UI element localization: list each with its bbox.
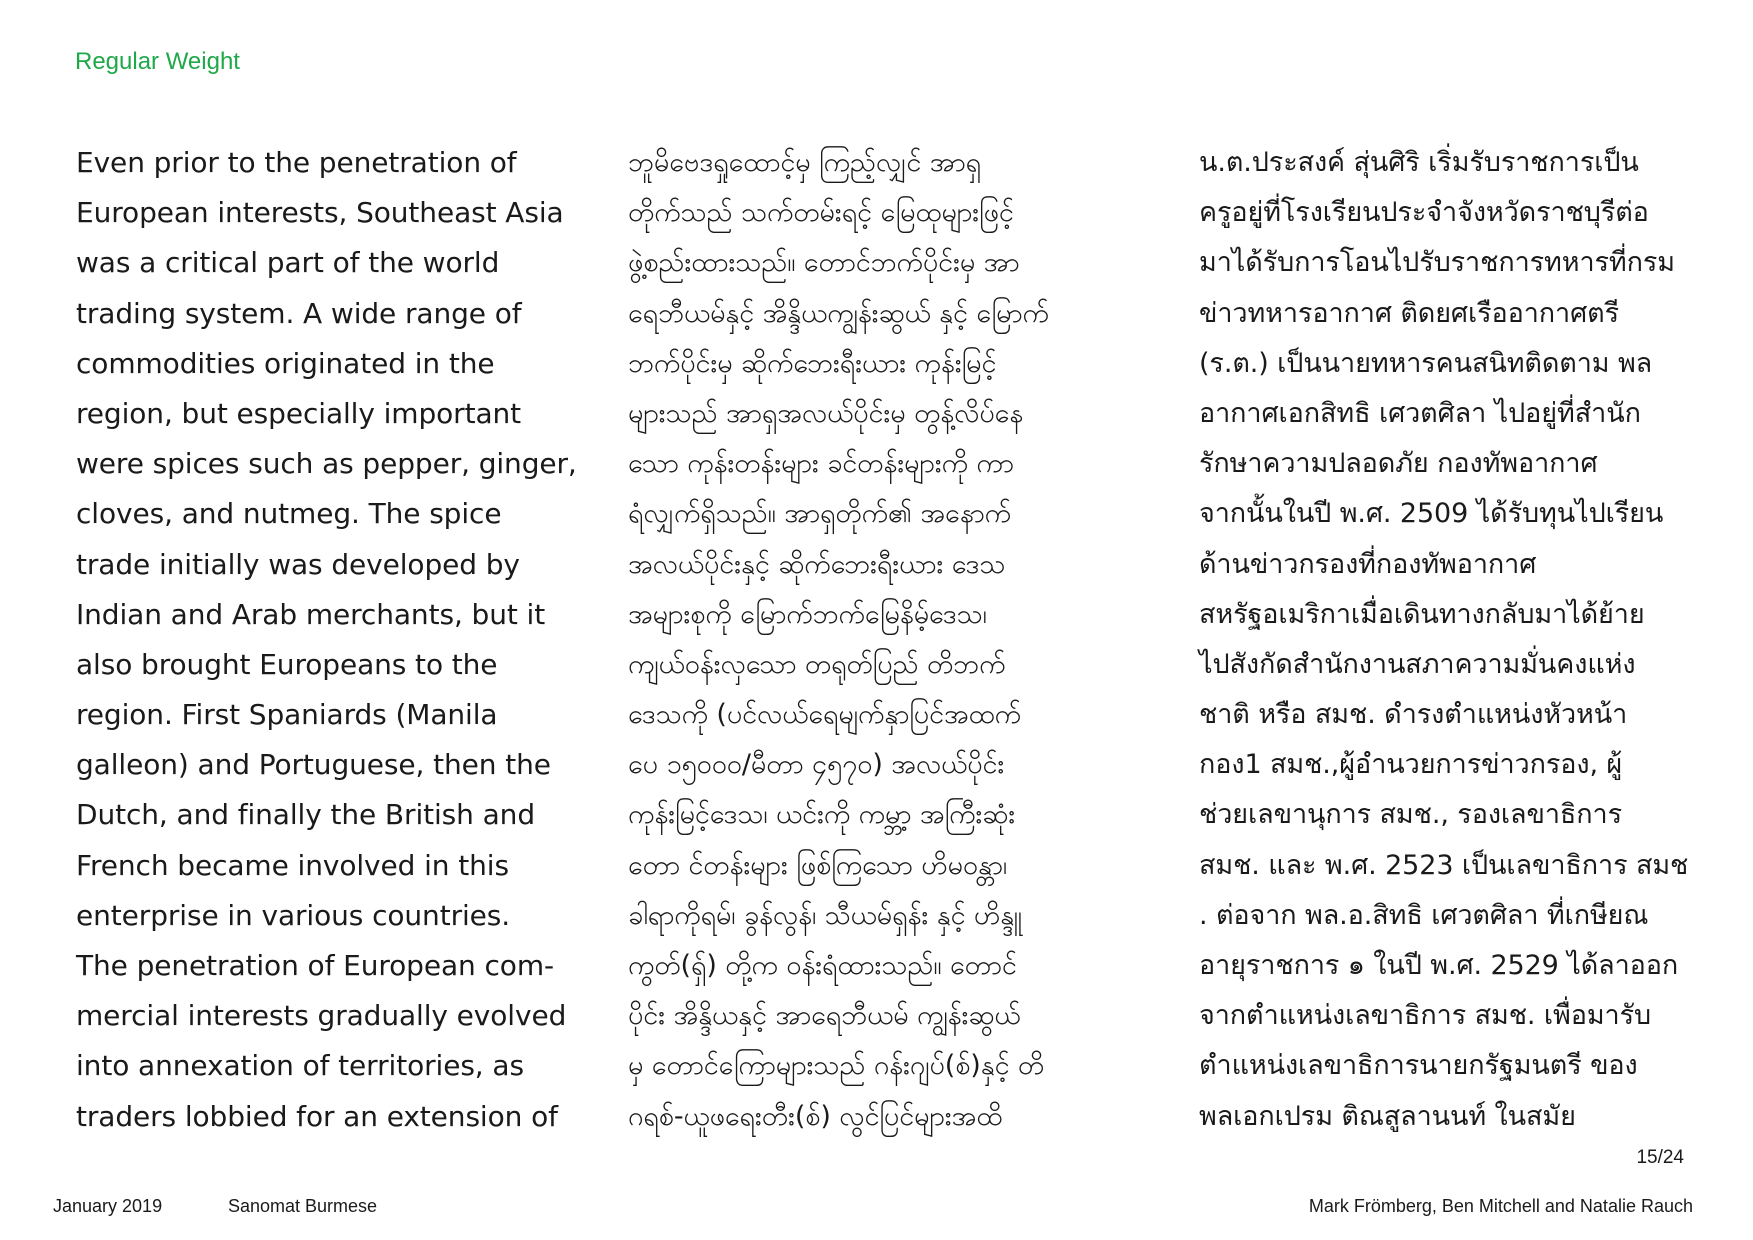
text-line: အများစုကို မြောက်ဘက်မြေနိမ့်ဒေသ၊: [628, 598, 987, 630]
text-line: ပေ ၁၅၀၀၀/မီတာ ၄၅၇၀) အလယ်ပိုင်း: [628, 749, 1005, 781]
text-line: ชาติ หรือ สมช. ดำรงตำแหน่งหัวหน้า: [1199, 699, 1628, 731]
english-text-column: [76, 138, 596, 1142]
text-line: မှ တောင်ကြောများသည် ဂန်းဂျပ်(စ်)နှင့် တိ: [628, 1050, 1045, 1082]
text-line: . ต่อจาก พล.อ.สิทธิ เศวตศิลา ที่เกษียณ: [1199, 899, 1649, 931]
text-line: Indian and Arab merchants, but it: [76, 597, 546, 631]
text-line: พลเอกเปรม ติณสูลานนท์ ในสมัย: [1199, 1100, 1576, 1132]
text-line: ကွတ်(ရှ်) တို့က ဝန်းရံထားသည်။ တောင်: [628, 950, 1017, 981]
text-line: ကုန်းမြင့်ဒေသ၊ ယင်းကို ကမ္ဘာ့ အကြီးဆုံး: [628, 799, 1016, 831]
text-line: ခါရာကိုရမ်၊ ခွန်လွန်၊ သီယမ်ရှန်း နှင့် ဟိန္ဒူ: [628, 899, 1022, 931]
text-line: ရေဘီယမ်နှင့် အိန္ဒိယကျွန်းဆွယ် နှင့် မြောက်: [628, 297, 1049, 329]
text-line: cloves, and nutmeg. The spice: [76, 497, 502, 531]
text-line: มาได้รับการโอนไปรับราชการทหารที่กรม: [1199, 247, 1675, 279]
text-line: ข่าวทหารอากาศ ติดยศเรืออากาศตรี: [1199, 297, 1619, 329]
text-line: region. First Spaniards (Manila: [76, 698, 498, 732]
text-line: into annexation of territories, as: [76, 1049, 524, 1083]
text-line: သော ကုန်းတန်းများ ခင်တန်းများကို ကာ: [628, 448, 1014, 480]
thai-text-column: [1199, 138, 1719, 1142]
text-line: จากตำแหน่งเลขาธิการ สมช. เพื่อมารับ: [1199, 1000, 1652, 1032]
section-title: Regular Weight: [75, 48, 240, 75]
burmese-text-column: [628, 138, 1148, 1142]
text-line: อายุราชการ ๑ ในปี พ.ศ. 2529 ได้ลาออก: [1199, 950, 1679, 981]
text-line: The penetration of European com-: [76, 949, 554, 982]
text-line: Even prior to the penetration of: [76, 146, 517, 179]
text-line: mercial interests gradually evolved: [76, 999, 567, 1033]
footer-authors: Mark Frömberg, Ben Mitchell and Natalie Rauch: [1308, 1196, 1693, 1216]
text-line: trade initially was developed by: [76, 547, 520, 581]
text-line: สมช. และ พ.ศ. 2523 เป็นเลขาธิการ สมช: [1199, 849, 1689, 881]
text-line: ช่วยเลขานุการ สมช., รองเลขาธิการ: [1199, 799, 1622, 831]
text-line: ဒေသကို (ပင်လယ်ရေမျက်နှာပြင်အထက်: [628, 699, 1021, 731]
text-line: ด้านข่าวกรองที่กองทัพอากาศ: [1199, 548, 1537, 580]
text-line: ရံလျှက်ရှိသည်။ အာရှတိုက်၏ အနောက်: [628, 498, 1011, 530]
text-line: trading system. A wide range of: [76, 296, 522, 330]
text-line: was a critical part of the world: [76, 246, 500, 280]
text-line: enterprise in various countries.: [76, 898, 511, 932]
text-line: กอง1 สมช.,ผู้อำนวยการข่าวกรอง, ผู้: [1199, 749, 1623, 781]
text-line: များသည် အာရှအလယ်ပိုင်းမှ တွန့်လိပ်နေ: [628, 397, 1024, 429]
text-line: ပိုင်း အိန္ဒိယနှင့် အာရေဘီယမ် ကျွန်းဆွယ်: [628, 1000, 1021, 1032]
text-line: อากาศเอกสิทธิ เศวตศิลา ไปอยู่ที่สำนัก: [1199, 397, 1641, 429]
text-line: European interests, Southeast Asia: [76, 196, 564, 230]
text-line: region, but especially important: [76, 396, 522, 430]
text-line: were spices such as pepper, ginger,: [76, 447, 577, 481]
text-line: จากนั้นในปี พ.ศ. 2509 ได้รับทุนไปเรียน: [1199, 498, 1664, 530]
text-line: ဂရစ်-ယူဖရေးတီး(စ်) လွင်ပြင်များအထိ: [628, 1100, 1003, 1132]
text-line: တော င်တန်းများ ဖြစ်ကြသော ဟိမဝန္တာ၊: [628, 849, 1008, 881]
text-line: ครูอยู่ที่โรงเรียนประจำจังหวัดราชบุรีต่อ: [1199, 197, 1649, 229]
text-line: สหรัฐอเมริกาเมื่อเดินทางกลับมาได้ย้าย: [1199, 598, 1645, 630]
text-line: အလယ်ပိုင်းနှင့် ဆိုက်ဘေးရီးယား ဒေသ: [628, 548, 1006, 580]
text-line: Dutch, and finally the British and: [76, 798, 535, 832]
text-line: น.ต.ประสงค์ สุ่นศิริ เริ่มรับราชการเป็น: [1199, 147, 1639, 178]
text-line: French became involved in this: [76, 848, 509, 882]
page-number: 15/24: [1636, 1147, 1684, 1168]
text-line: also brought Europeans to the: [76, 647, 498, 681]
text-line: ဘက်ပိုင်းမှ ဆိုက်ဘေးရီးယား ကုန်းမြင့်: [628, 347, 997, 379]
text-line: ဘူမိဗေဒရှုထောင့်မှ ကြည့်လျှင် အာရှ: [628, 147, 981, 178]
text-line: galleon) and Portuguese, then the: [76, 748, 551, 782]
footer-date: January 2019: [53, 1196, 163, 1216]
text-line: ဖွဲ့စည်းထားသည်။ တောင်ဘက်ပိုင်းမှ အာ: [628, 247, 1020, 279]
footer-font-name: Sanomat Burmese: [228, 1196, 378, 1216]
text-line: (ร.ต.) เป็นนายทหารคนสนิทติดตาม พล: [1199, 347, 1653, 379]
text-line: รักษาความปลอดภัย กองทัพอากาศ: [1199, 448, 1598, 480]
text-line: traders lobbied for an extension of: [76, 1099, 558, 1133]
text-line: တိုက်သည် သက်တမ်းရင့် မြေထုများဖြင့်: [628, 197, 1014, 229]
text-line: ตำแหน่งเลขาธิการนายกรัฐมนตรี ของ: [1199, 1050, 1638, 1082]
text-line: ကျယ်ဝန်းလှသော တရုတ်ပြည် တိဘက်: [628, 648, 1006, 680]
text-line: commodities originated in the: [76, 346, 495, 380]
text-line: ไปสังกัดสำนักงานสภาความมั่นคงแห่ง: [1199, 648, 1636, 680]
